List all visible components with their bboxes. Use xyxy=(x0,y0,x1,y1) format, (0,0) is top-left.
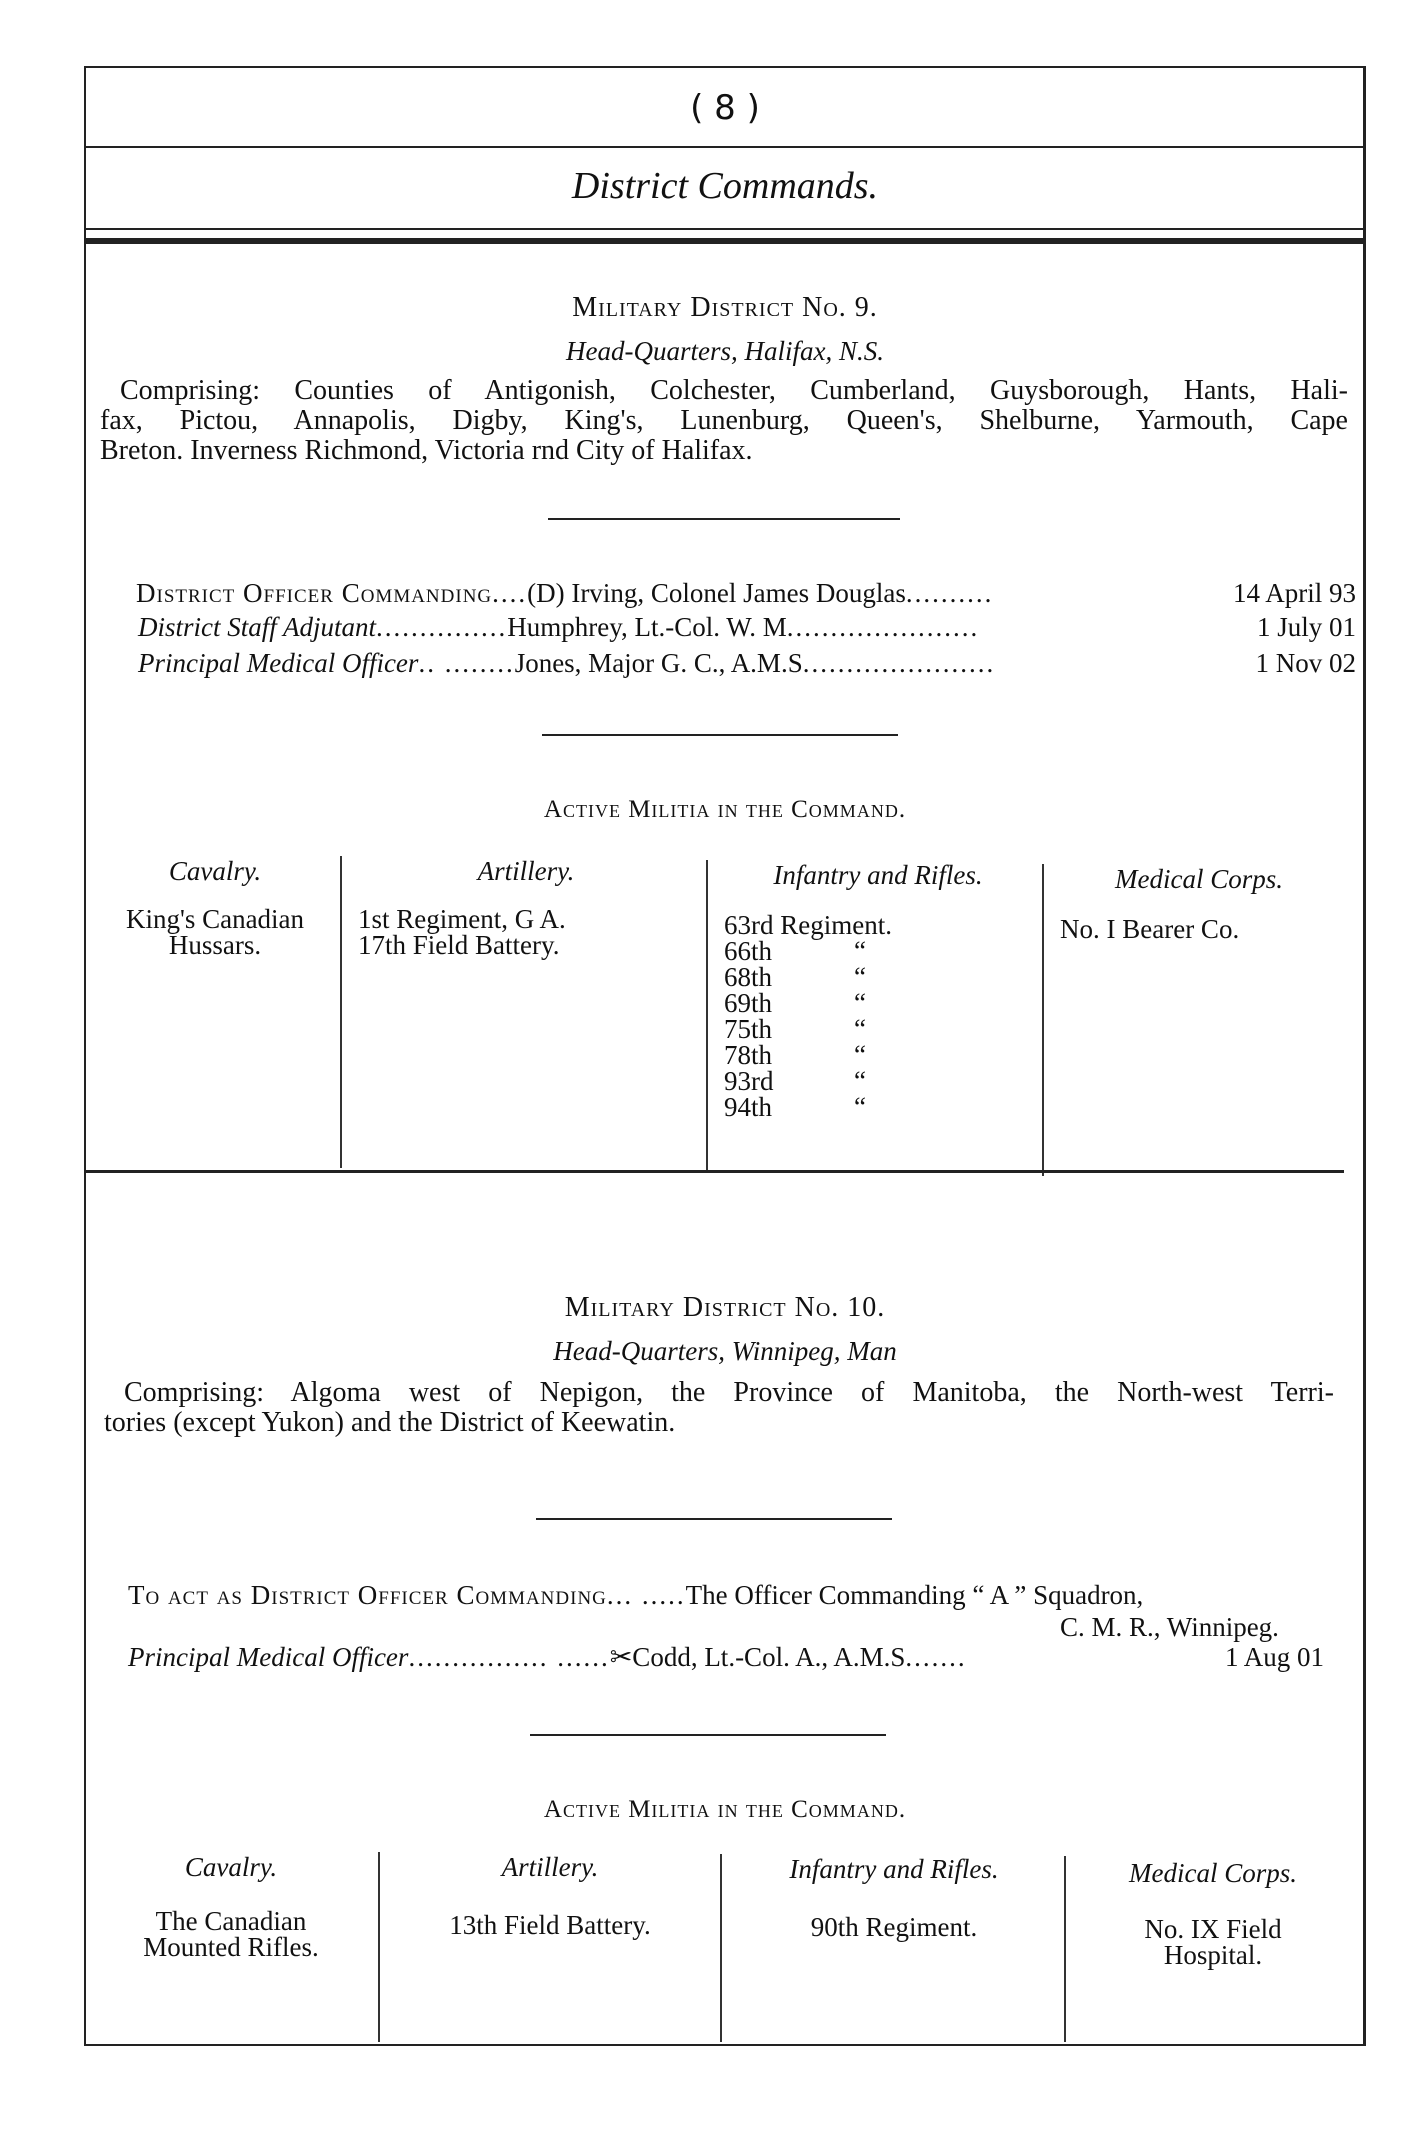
district9-divider-1 xyxy=(548,518,900,520)
officer-role: District Officer Commanding xyxy=(136,578,493,608)
district10-artillery-head: Artillery. xyxy=(501,1852,599,1882)
cavalry-unit: Hussars. xyxy=(168,930,262,960)
district9-col-divider xyxy=(706,860,708,1170)
officer-role: Principal Medical Officer xyxy=(128,1642,409,1672)
district9-headquarters: Head-Quarters, Halifax, N.S. xyxy=(566,336,884,366)
officer-leader: .. ........ xyxy=(418,648,515,678)
artillery-unit: 17th Field Battery. xyxy=(358,930,560,960)
district9-officer-row xyxy=(138,612,1356,643)
page-number: ( 8 ) xyxy=(690,88,760,128)
officer-role: Principal Medical Officer xyxy=(138,648,419,678)
district10-cavalry-list xyxy=(86,1908,376,1960)
district9-cavalry-list xyxy=(90,906,340,958)
district10-officer-continuation: C. M. R., Winnipeg. xyxy=(1060,1612,1279,1642)
infantry-unit: 90th Regiment. xyxy=(810,1912,978,1942)
district10-infantry-head: Infantry and Rifles. xyxy=(789,1854,999,1884)
officer-date: 1 July 01 xyxy=(1256,612,1356,642)
header-rule-thick xyxy=(86,238,1364,244)
medical-unit: Hospital. xyxy=(1163,1940,1263,1970)
district9-col-divider xyxy=(340,856,342,1168)
officer-leader: ... ..... xyxy=(606,1580,686,1610)
medical-unit: No. IX Field xyxy=(1144,1914,1282,1944)
district10-comprising-line1: Comprising: Algoma west of Nepigon, the Province of Manitoba, the North-west Terri- xyxy=(124,1377,1334,1408)
header-rule-double-top xyxy=(86,228,1364,230)
district9-divider-2 xyxy=(542,734,898,736)
artillery-unit: 1st Regiment, G A. xyxy=(358,904,566,934)
cavalry-unit: King's Canadian xyxy=(125,904,305,934)
infantry-unit xyxy=(724,1094,1034,1120)
district10-cavalry-head: Cavalry. xyxy=(184,1852,278,1882)
district9-col-divider xyxy=(1042,864,1044,1176)
officer-leader: .... xyxy=(492,578,528,608)
district9-infantry-list xyxy=(724,912,1034,1120)
officer-date: 1 Aug 01 xyxy=(1224,1642,1324,1672)
infantry-unit-name: 66th xyxy=(724,936,773,966)
officer-role-text: To act as District Officer Commanding xyxy=(128,1580,607,1610)
officer-role: District Staff Adjutant xyxy=(138,612,377,642)
district9-title: Military District No. 9. xyxy=(572,292,878,323)
officer-name: ✂Codd, Lt.-Col. A., A.M.S xyxy=(609,1642,906,1672)
infantry-unit xyxy=(724,964,1034,990)
district10-officer-row xyxy=(128,1642,1324,1673)
district10-col-divider xyxy=(720,1854,722,2042)
infantry-unit xyxy=(724,990,1034,1016)
infantry-unit-name: 93rd xyxy=(724,1066,774,1096)
ditto-mark: “ xyxy=(854,1040,866,1070)
district10-comprising xyxy=(104,1378,1334,1438)
officer-name: Humphrey, Lt.-Col. W. M xyxy=(507,612,787,642)
district9-medical-head: Medical Corps. xyxy=(1115,864,1283,894)
district10-comprising-line2: tories (except Yukon) and the District of Keewatin. xyxy=(104,1407,676,1438)
officer-dots: ....... xyxy=(905,1642,967,1672)
district9-militia-heading: Active Militia in the Command. xyxy=(543,796,907,823)
officer-date: 1 Nov 02 xyxy=(1255,648,1356,678)
district-separator xyxy=(84,1170,1344,1173)
infantry-unit-name: 68th xyxy=(724,962,773,992)
header-rule-thin xyxy=(86,146,1364,148)
district10-medical-list xyxy=(1068,1916,1358,1968)
district9-comprising-line1: Comprising: Counties of Antigonish, Colchester, Cumberland, Guysborough, Hants, Hali- xyxy=(120,375,1348,406)
district9-artillery-head: Artillery. xyxy=(477,856,575,886)
artillery-unit: 13th Field Battery. xyxy=(449,1910,651,1940)
ditto-mark: “ xyxy=(854,1092,866,1122)
cavalry-unit: Mounted Rifles. xyxy=(143,1932,319,1962)
district9-medical-list xyxy=(1060,916,1350,942)
officer-name: (D) Irving, Colonel James Douglas xyxy=(527,578,906,608)
infantry-unit-name: 94th xyxy=(724,1092,773,1122)
district10-title: Military District No. 10. xyxy=(564,1292,886,1323)
district10-col-divider xyxy=(1064,1856,1066,2042)
officer-dots: .......... xyxy=(905,578,994,608)
district9-infantry-head: Infantry and Rifles. xyxy=(773,860,983,890)
district10-medical-head: Medical Corps. xyxy=(1129,1858,1297,1888)
district9-artillery-list xyxy=(358,906,698,958)
infantry-unit xyxy=(724,1068,1034,1094)
officer-dots: ...................... xyxy=(802,648,996,678)
district9-comprising-line2: fax, Pictou, Annapolis, Digby, King's, Lunenburg, Queen's, Shelburne, Yarmouth, Cape xyxy=(100,405,1348,436)
ditto-mark: “ xyxy=(854,936,866,966)
officer-dots: ...................... xyxy=(786,612,980,642)
officer-name: Jones, Major G. C., A.M.S xyxy=(514,648,803,678)
district10-officer-row xyxy=(128,1580,1143,1611)
infantry-unit xyxy=(724,1016,1034,1042)
district10-divider-2 xyxy=(530,1734,886,1736)
officer-date: 14 April 93 xyxy=(1232,578,1356,608)
district9-officer-row xyxy=(136,578,1356,609)
frame-top-rule xyxy=(84,66,1366,68)
district10-col-divider xyxy=(378,1852,380,2042)
infantry-unit-name: 75th xyxy=(724,1014,773,1044)
officer-role xyxy=(128,1580,607,1610)
officer-leader: ............... xyxy=(376,612,508,642)
district9-cavalry-head: Cavalry. xyxy=(168,856,262,886)
district9-officer-row xyxy=(138,648,1356,679)
infantry-unit-name: 78th xyxy=(724,1040,773,1070)
district10-headquarters: Head-Quarters, Winnipeg, Man xyxy=(553,1336,897,1366)
district9-comprising-line3: Breton. Inverness Richmond, Victoria rnd City of Halifax. xyxy=(100,435,753,466)
ditto-mark: “ xyxy=(854,988,866,1018)
infantry-unit xyxy=(724,938,1034,964)
district10-infantry-list xyxy=(724,1914,1064,1940)
cavalry-unit: The Canadian xyxy=(155,1906,307,1936)
district10-artillery-list xyxy=(380,1912,720,1938)
section-title: District Commands. xyxy=(571,165,879,207)
infantry-unit xyxy=(724,1042,1034,1068)
infantry-unit-name: 63rd Regiment. xyxy=(724,910,892,940)
ditto-mark: “ xyxy=(854,1066,866,1096)
district10-divider-1 xyxy=(536,1518,892,1520)
ditto-mark: “ xyxy=(854,1014,866,1044)
infantry-unit xyxy=(724,912,1034,938)
officer-leader: ................ ...... xyxy=(408,1642,610,1672)
infantry-unit-name: 69th xyxy=(724,988,773,1018)
district10-militia-heading: Active Militia in the Command. xyxy=(543,1796,907,1823)
district9-comprising xyxy=(100,376,1348,466)
medical-unit: No. I Bearer Co. xyxy=(1060,914,1240,944)
officer-name: The Officer Commanding “ A ” Squadron, xyxy=(685,1580,1144,1610)
ditto-mark: “ xyxy=(854,962,866,992)
frame-bottom-rule xyxy=(84,2044,1366,2046)
